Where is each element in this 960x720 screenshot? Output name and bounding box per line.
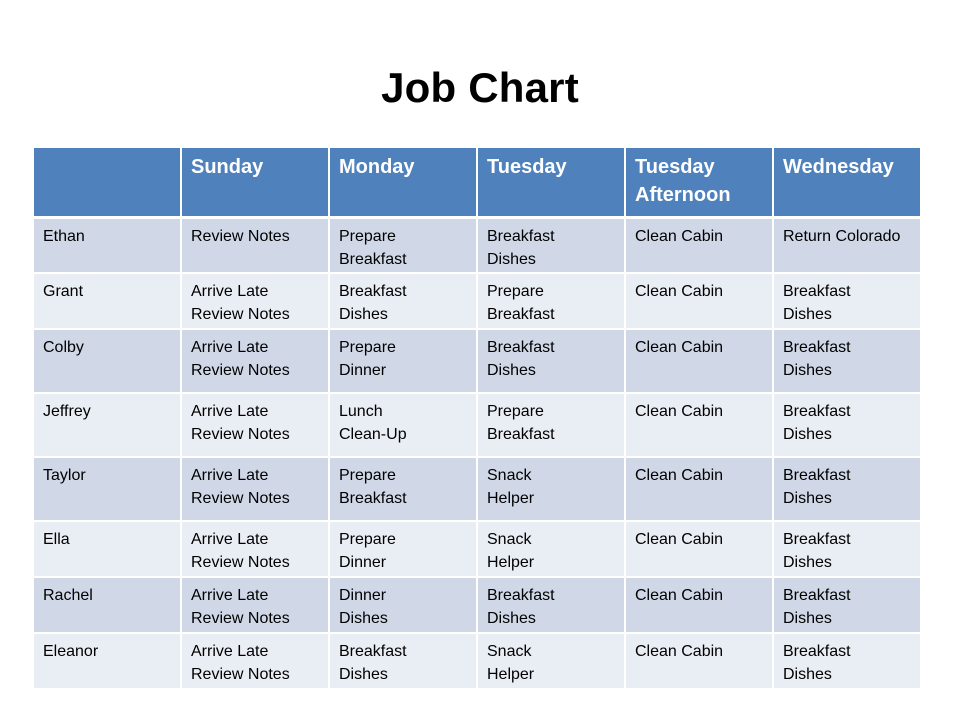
job-cell-line: Breakfast (783, 643, 851, 660)
job-cell-line: Dishes (783, 554, 832, 571)
job-cell-tuesday-afternoon (625, 217, 773, 273)
job-cell-line: Breakfast (783, 467, 851, 484)
row-name-cell (33, 521, 181, 577)
job-cell-line: Breakfast (339, 643, 407, 660)
job-cell-line: Breakfast (487, 587, 555, 604)
job-cell-line: Review Notes (191, 426, 290, 443)
job-cell-line: Clean Cabin (635, 283, 724, 300)
job-cell-line: Breakfast (487, 227, 555, 245)
job-cell-sunday (181, 457, 329, 521)
table-row (33, 521, 921, 577)
job-cell-line: Dishes (783, 306, 832, 323)
job-cell-line: Breakfast (783, 587, 851, 604)
job-cell-line: Breakfast (339, 490, 407, 507)
job-cell-line: Clean-Up (339, 426, 407, 443)
job-cell-line: Dinner (339, 587, 387, 604)
job-cell-monday (329, 633, 477, 689)
job-cell-sunday (181, 217, 329, 273)
job-cell-line: Dishes (487, 610, 536, 627)
job-cell-line: Arrive Late (191, 339, 269, 356)
job-cell-line: Arrive Late (191, 643, 269, 660)
row-name-cell (33, 577, 181, 633)
table-row (33, 457, 921, 521)
job-cell-monday (329, 393, 477, 457)
person-name: Taylor (43, 467, 86, 484)
row-name-cell (33, 393, 181, 457)
job-cell-line: Dinner (339, 362, 387, 379)
job-cell-line: Clean Cabin (635, 531, 724, 548)
job-cell-line: Prepare (339, 531, 396, 548)
job-cell-line: Dishes (339, 306, 388, 323)
job-cell-line: Dishes (339, 610, 388, 627)
job-cell-line: Dinner (339, 554, 387, 571)
job-cell-line: Dishes (783, 362, 832, 379)
job-cell-line: Breakfast (783, 283, 851, 300)
header-monday: Monday (329, 147, 477, 217)
job-cell-tuesday-afternoon (625, 521, 773, 577)
row-name-cell (33, 633, 181, 689)
job-cell-line: Review Notes (191, 362, 290, 379)
job-cell-tuesday-afternoon (625, 329, 773, 393)
table-body (33, 217, 921, 689)
header-sunday: Sunday (181, 147, 329, 217)
job-cell-line: Clean Cabin (635, 403, 724, 420)
header-tuesday-afternoon: Tuesday Afternoon (625, 147, 773, 217)
table-row (33, 329, 921, 393)
job-cell-tuesday (477, 577, 625, 633)
job-cell-wednesday (773, 393, 921, 457)
job-cell-sunday (181, 393, 329, 457)
job-cell-line: Snack (487, 467, 532, 484)
job-cell-line: Clean Cabin (635, 587, 724, 604)
job-cell-line: Breakfast (339, 250, 407, 268)
job-cell-wednesday (773, 577, 921, 633)
job-cell-line: Prepare (487, 403, 544, 420)
job-cell-wednesday (773, 633, 921, 689)
job-cell-tuesday (477, 633, 625, 689)
job-cell-monday (329, 521, 477, 577)
job-cell-line: Review Notes (191, 306, 290, 323)
job-cell-line: Arrive Late (191, 403, 269, 420)
job-cell-line: Prepare (339, 467, 396, 484)
slide-title: Job Chart (381, 64, 579, 111)
job-cell-sunday (181, 577, 329, 633)
job-cell-line: Helper (487, 490, 535, 507)
job-cell-line: Arrive Late (191, 467, 269, 484)
header-corner (33, 147, 181, 217)
person-name: Rachel (43, 587, 93, 604)
job-cell-tuesday-afternoon (625, 273, 773, 329)
job-cell-line: Prepare (339, 227, 396, 245)
job-cell-line: Breakfast (339, 283, 407, 300)
job-cell-tuesday (477, 273, 625, 329)
job-cell-line: Clean Cabin (635, 643, 724, 660)
job-cell-line: Breakfast (487, 426, 555, 443)
job-cell-wednesday (773, 273, 921, 329)
person-name: Grant (43, 283, 84, 300)
job-cell-wednesday (773, 217, 921, 273)
job-cell-sunday (181, 273, 329, 329)
job-cell-tuesday (477, 393, 625, 457)
job-cell-line: Dishes (339, 666, 388, 683)
job-cell-line: Review Notes (191, 554, 290, 571)
table-header-row (33, 147, 921, 217)
job-cell-line: Dishes (783, 490, 832, 507)
job-cell-sunday (181, 633, 329, 689)
table-row (33, 217, 921, 273)
job-cell-line: Clean Cabin (635, 467, 724, 484)
job-cell-line: Dishes (783, 426, 832, 443)
row-name-cell (33, 329, 181, 393)
header-tuesday: Tuesday (477, 147, 625, 217)
job-cell-tuesday-afternoon (625, 457, 773, 521)
job-cell-tuesday (477, 329, 625, 393)
person-name: Ethan (43, 227, 85, 245)
job-cell-line: Return Colorado (783, 227, 901, 245)
job-cell-wednesday (773, 521, 921, 577)
person-name: Eleanor (43, 643, 99, 660)
job-cell-monday (329, 329, 477, 393)
job-cell-line: Clean Cabin (635, 339, 724, 356)
job-cell-line: Prepare (339, 339, 396, 356)
job-cell-line: Lunch (339, 403, 383, 420)
job-cell-line: Breakfast (487, 306, 555, 323)
job-cell-sunday (181, 329, 329, 393)
job-cell-tuesday-afternoon (625, 633, 773, 689)
job-cell-monday (329, 273, 477, 329)
job-cell-wednesday (773, 329, 921, 393)
job-chart-table (32, 146, 922, 690)
job-cell-monday (329, 217, 477, 273)
job-cell-line: Breakfast (783, 531, 851, 548)
job-cell-monday (329, 577, 477, 633)
table-row (33, 577, 921, 633)
job-cell-tuesday-afternoon (625, 577, 773, 633)
job-cell-tuesday (477, 217, 625, 273)
job-cell-line: Breakfast (487, 339, 555, 356)
job-cell-line: Dishes (487, 250, 536, 268)
job-cell-line: Arrive Late (191, 531, 269, 548)
job-cell-monday (329, 457, 477, 521)
person-name: Colby (43, 339, 84, 356)
job-cell-line: Arrive Late (191, 283, 269, 300)
job-cell-line: Breakfast (783, 339, 851, 356)
person-name: Jeffrey (43, 403, 91, 420)
job-cell-tuesday-afternoon (625, 393, 773, 457)
job-cell-sunday (181, 521, 329, 577)
job-cell-tuesday (477, 457, 625, 521)
job-cell-line: Dishes (487, 362, 536, 379)
job-cell-line: Review Notes (191, 666, 290, 683)
job-cell-line: Breakfast (783, 403, 851, 420)
header-wednesday: Wednesday (773, 147, 921, 217)
person-name: Ella (43, 531, 70, 548)
job-cell-line: Review Notes (191, 610, 290, 627)
job-cell-line: Snack (487, 643, 532, 660)
job-cell-line: Dishes (783, 610, 832, 627)
job-cell-line: Review Notes (191, 490, 290, 507)
job-cell-tuesday (477, 521, 625, 577)
job-cell-line: Prepare (487, 283, 544, 300)
job-cell-wednesday (773, 457, 921, 521)
job-cell-line: Clean Cabin (635, 227, 724, 245)
job-cell-line: Helper (487, 554, 535, 571)
table-row (33, 273, 921, 329)
job-cell-line: Snack (487, 531, 532, 548)
row-name-cell (33, 217, 181, 273)
job-cell-line: Helper (487, 666, 535, 683)
row-name-cell (33, 273, 181, 329)
job-cell-line: Review Notes (191, 227, 290, 245)
job-cell-line: Arrive Late (191, 587, 269, 604)
job-cell-line: Dishes (783, 666, 832, 683)
table-row (33, 393, 921, 457)
row-name-cell (33, 457, 181, 521)
table-row (33, 633, 921, 689)
